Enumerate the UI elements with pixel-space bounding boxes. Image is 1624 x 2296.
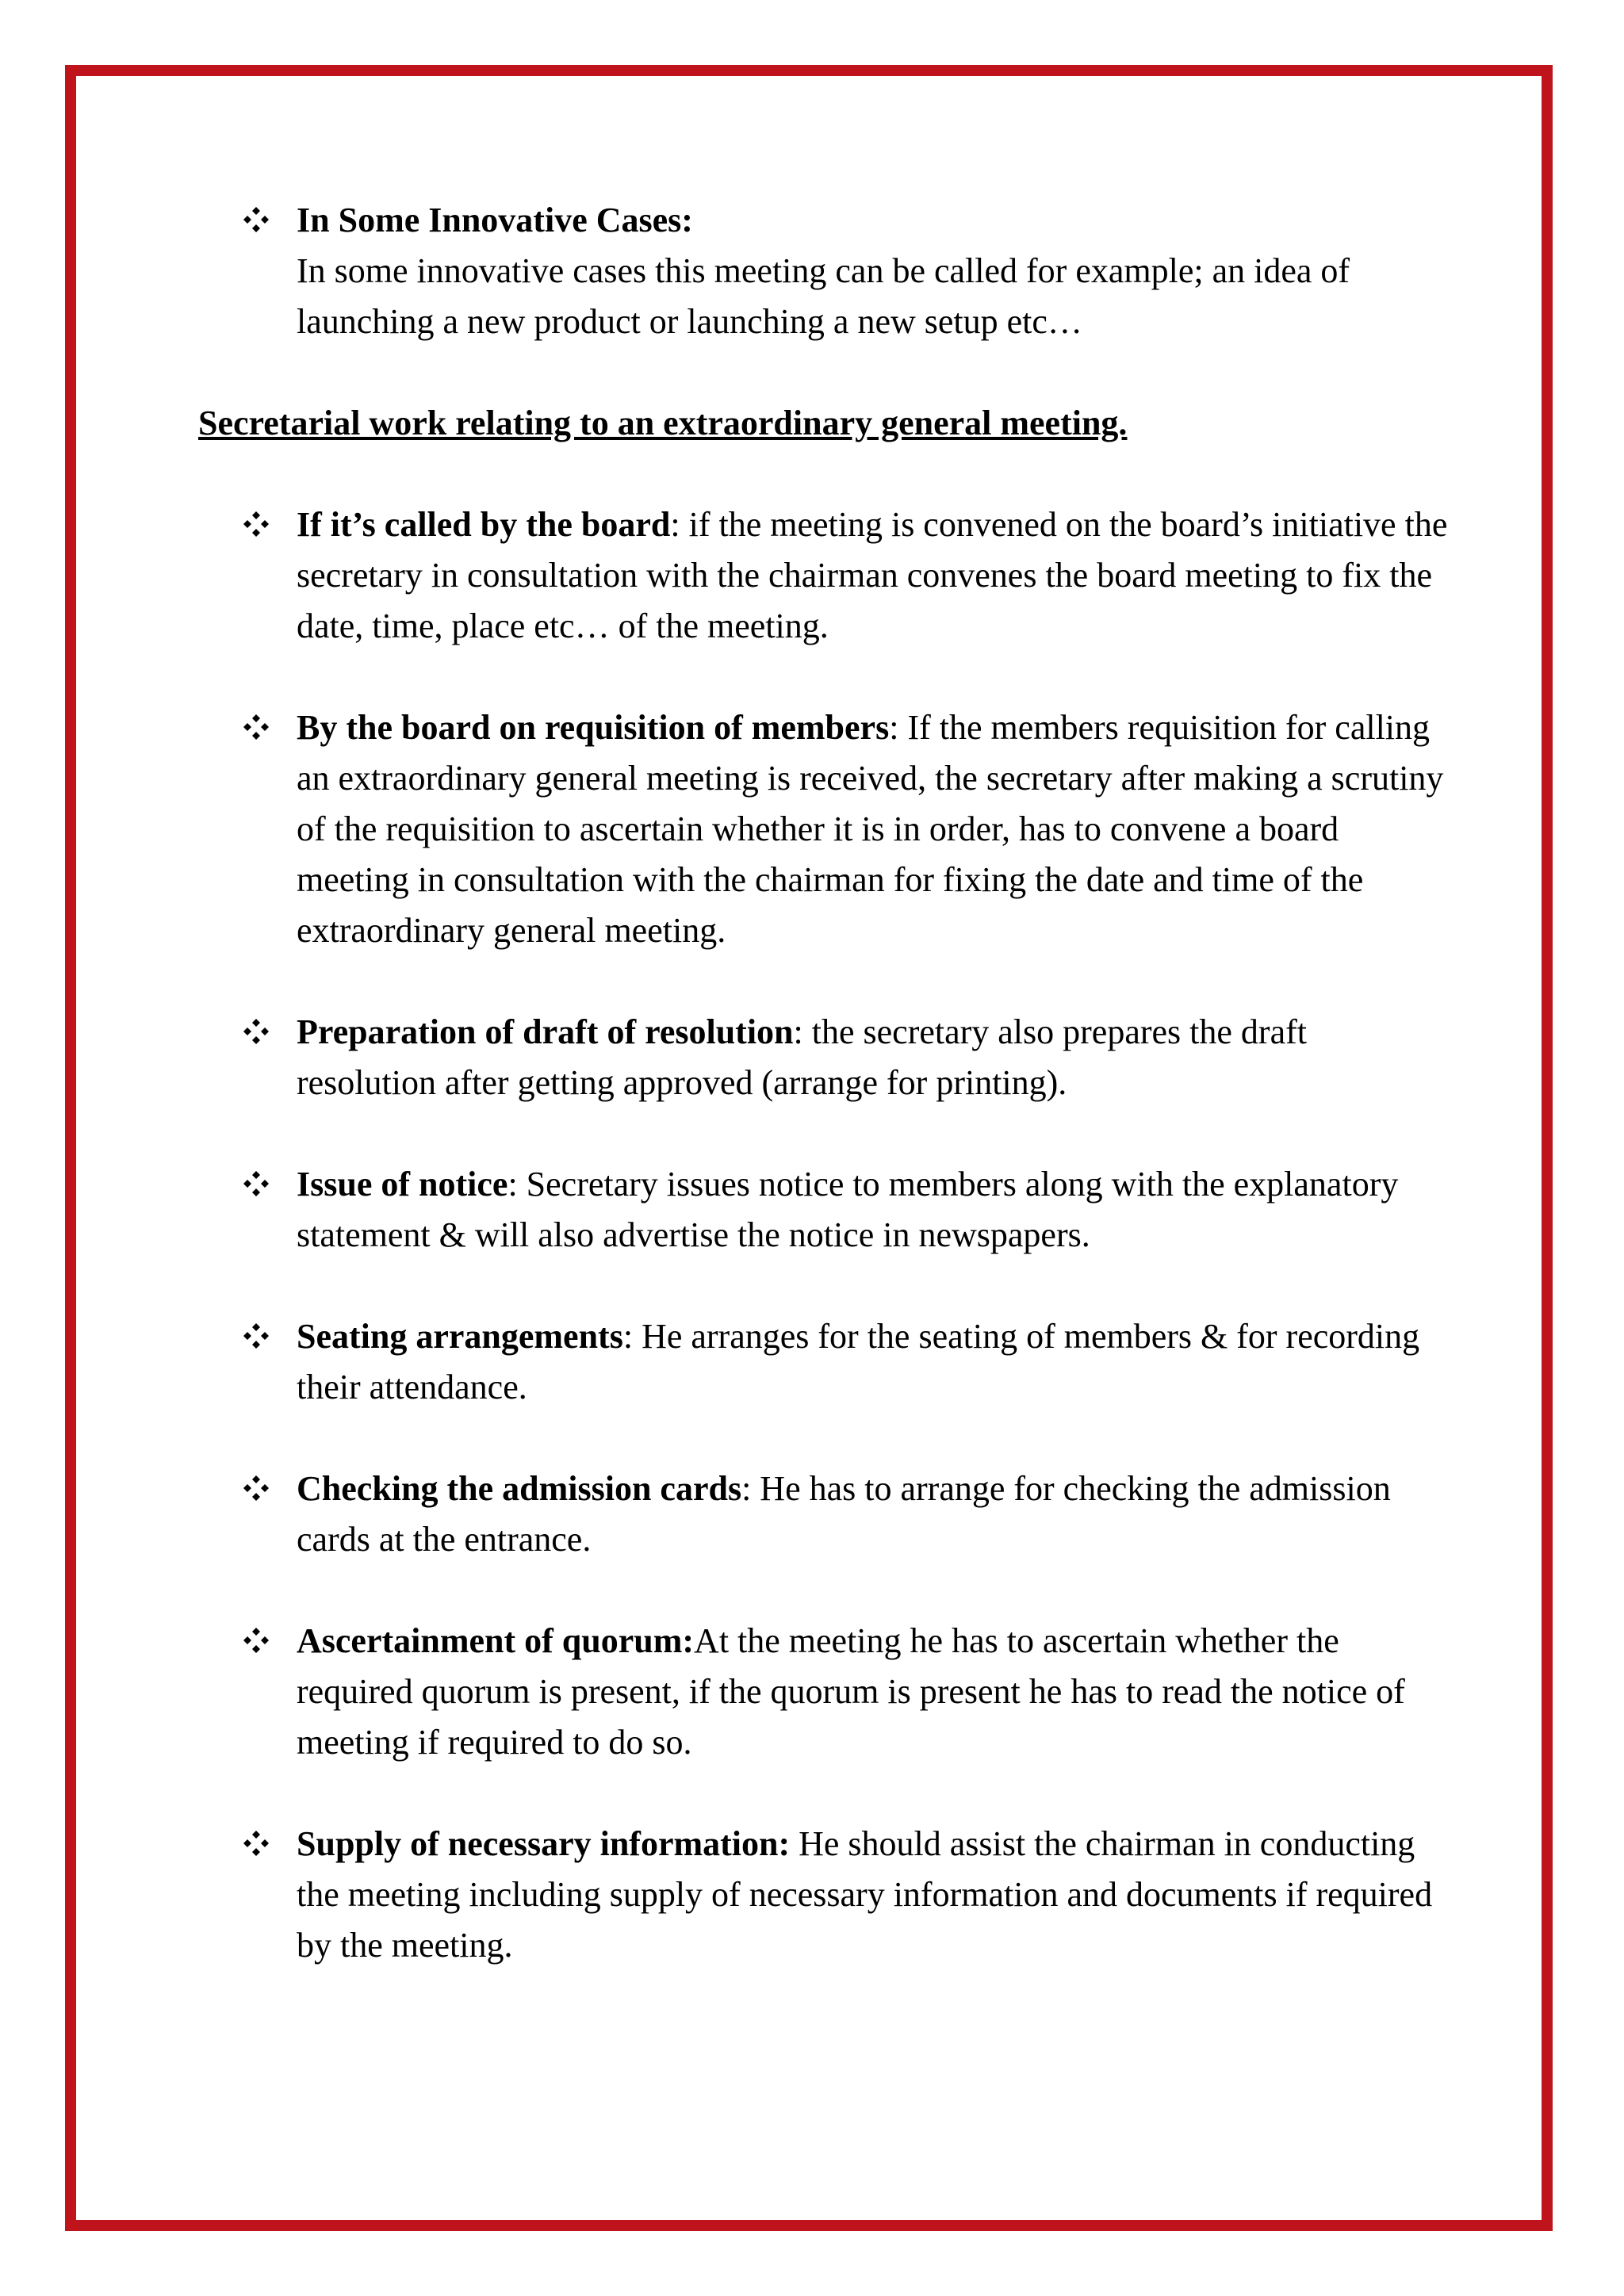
intro-text: In some innovative cases this meeting can be called for example; an idea of launching a new product or launching a new setup etc… [297, 251, 1350, 341]
document-body [198, 195, 1451, 1971]
item-term: Preparation of draft of resolution [297, 1012, 794, 1051]
four-diamond-bullet-icon [243, 195, 278, 246]
item-text: : Secretary issues notice to members along with the explanatory statement & will also advertise the notice in newspapers. [297, 1165, 1399, 1254]
list-item [198, 1819, 1451, 1971]
list-item [198, 702, 1451, 956]
item-term: By the board on requisition of members [297, 708, 890, 747]
list-item [198, 499, 1451, 652]
item-term: Issue of notice [297, 1165, 508, 1203]
list-item [198, 1007, 1451, 1108]
item-text: : if the meeting is convened on the board’s initiative the secretary in consultation with the chairman convenes the board meeting to fix the date, time, place etc… of the meeting. [297, 505, 1448, 645]
four-diamond-bullet-icon [243, 1159, 278, 1210]
item-text: : He has to arrange for checking the admission cards at the entrance. [297, 1469, 1391, 1559]
section-heading: Secretarial work relating to an extraordinary general meeting. [198, 404, 1128, 442]
item-text: He should assist the chairman in conducting the meeting including supply of necessary information and documents if required by the meeting. [297, 1824, 1433, 1965]
list-item [198, 1464, 1451, 1565]
item-term: Ascertainment of quorum: [297, 1621, 695, 1660]
four-diamond-bullet-icon [243, 1311, 278, 1362]
four-diamond-bullet-icon [243, 499, 278, 550]
four-diamond-bullet-icon [243, 1007, 278, 1058]
item-term: If it’s called by the board [297, 505, 671, 544]
list-item [198, 1616, 1451, 1768]
intro-title: In Some Innovative Cases: [297, 201, 693, 239]
item-text: : He arranges for the seating of members & for recording their attendance. [297, 1317, 1420, 1406]
intro-bullet [198, 195, 1451, 347]
item-text: : the secretary also prepares the draft resolution after getting approved (arrange for printing). [297, 1012, 1307, 1102]
item-text: : If the members requisition for calling an extraordinary general meeting is received, the secretary after making a scrutiny of the requisition to ascertain whether it is in order, has to convene a board meeting in consultation with the chairman for fixing the date and time of the extraordinary general meeting. [297, 708, 1444, 950]
list-item [198, 1311, 1451, 1413]
four-diamond-bullet-icon [243, 1819, 278, 1869]
list-item [198, 1159, 1451, 1261]
item-term: Supply of necessary information: [297, 1824, 791, 1863]
item-text: At the meeting he has to ascertain whether the required quorum is present, if the quorum is present he has to read the notice of meeting if required to do so. [297, 1621, 1405, 1762]
four-diamond-bullet-icon [243, 1464, 278, 1514]
item-term: Checking the admission cards [297, 1469, 742, 1508]
four-diamond-bullet-icon [243, 702, 278, 753]
item-term: Seating arrangements [297, 1317, 623, 1356]
four-diamond-bullet-icon [243, 1616, 278, 1667]
